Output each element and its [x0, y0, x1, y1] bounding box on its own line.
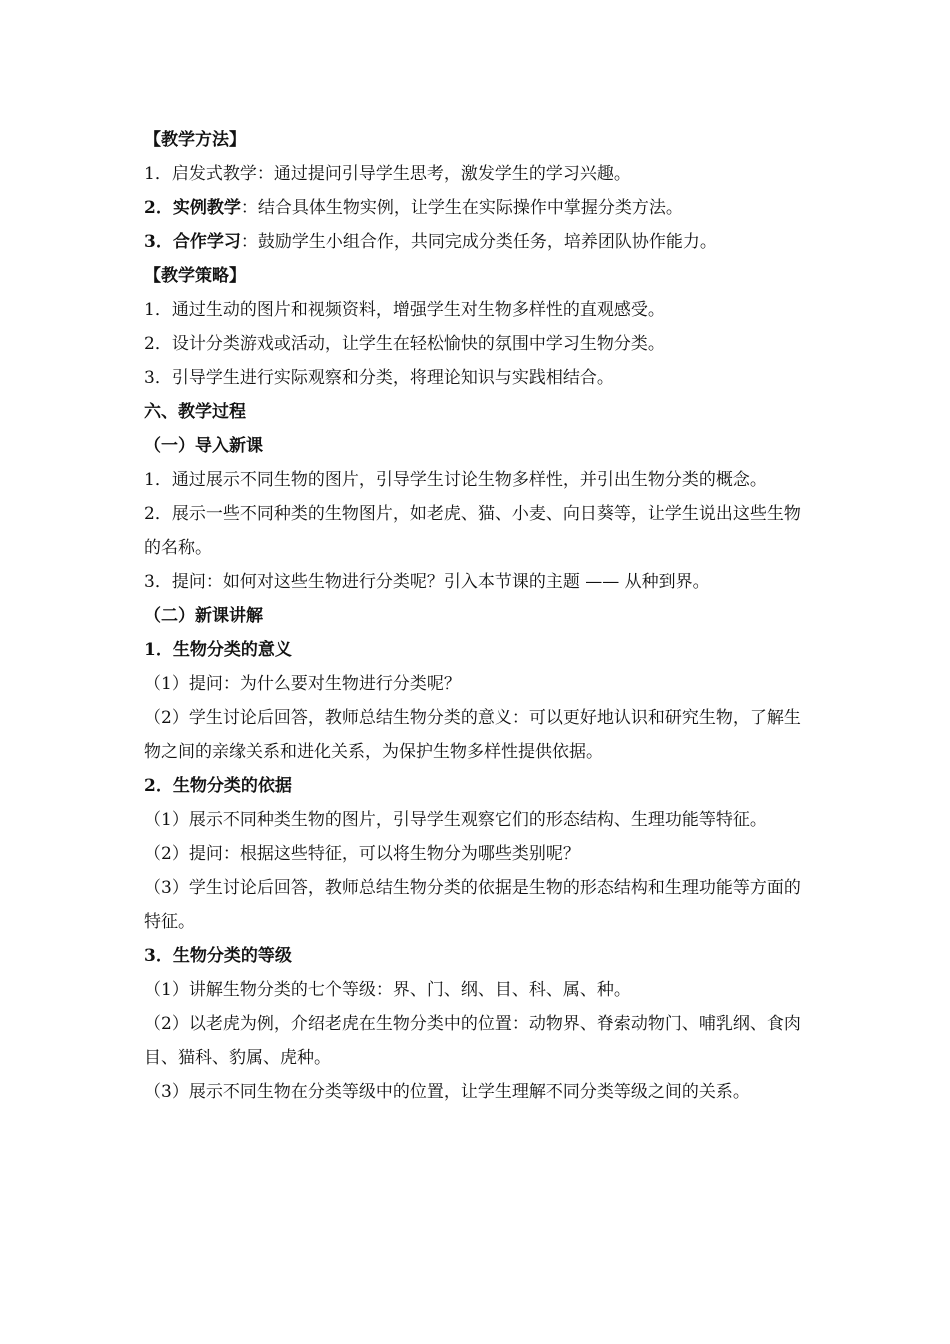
section-1-item-1: （1）提问：为什么要对生物进行分类呢？	[144, 674, 461, 694]
document-page	[144, 123, 824, 1109]
intro-item-1: 1．通过展示不同生物的图片，引导学生讨论生物多样性，并引出生物分类的概念。	[144, 470, 767, 490]
item-number: 2．	[144, 198, 173, 218]
section-2-item-1: （1）展示不同种类生物的图片，引导学生观察它们的形态结构、生理功能等特征。	[144, 810, 767, 830]
methods-item-3	[144, 225, 824, 259]
section-2-item-2: （2）提问：根据这些特征，可以将生物分为哪些类别呢？	[144, 844, 580, 864]
intro-heading: （一）导入新课	[144, 436, 263, 456]
section-2-title: 2．生物分类的依据	[144, 776, 292, 796]
strategies-heading: 【教学策略】	[144, 266, 246, 286]
item-text: ：结合具体生物实例，让学生在实际操作中掌握分类方法。	[240, 198, 683, 218]
intro-item-3: 3．提问：如何对这些生物进行分类呢？引入本节课的主题 —— 从种到界。	[144, 572, 710, 592]
intro-item-2: 2．展示一些不同种类的生物图片，如老虎、猫、小麦、向日葵等，让学生说出这些生物的名称。	[144, 504, 801, 558]
section-3-item-1: （1）讲解生物分类的七个等级：界、门、纲、目、科、属、种。	[144, 980, 631, 1000]
item-term: 合作学习	[172, 232, 241, 252]
section-3-title: 3．生物分类的等级	[144, 946, 292, 966]
strategies-item-2: 2．设计分类游戏或活动，让学生在轻松愉快的氛围中学习生物分类。	[144, 334, 665, 354]
lecture-heading: （二）新课讲解	[144, 606, 263, 626]
methods-heading: 【教学方法】	[144, 130, 246, 150]
strategies-item-3: 3．引导学生进行实际观察和分类，将理论知识与实践相结合。	[144, 368, 614, 388]
methods-item-2	[144, 191, 824, 225]
item-number: 3．	[144, 232, 173, 252]
process-heading: 六、教学过程	[144, 402, 246, 422]
section-2-item-3: （3）学生讨论后回答，教师总结生物分类的依据是生物的形态结构和生理功能等方面的特征。	[144, 878, 801, 932]
item-text: ：鼓励学生小组合作，共同完成分类任务，培养团队协作能力。	[240, 232, 717, 252]
section-3-item-2: （2）以老虎为例，介绍老虎在生物分类中的位置：动物界、脊索动物门、哺乳纲、食肉目、猫科、豹属、虎种。	[144, 1014, 801, 1068]
section-1-item-2: （2）学生讨论后回答，教师总结生物分类的意义：可以更好地认识和研究生物，了解生物之间的亲缘关系和进化关系，为保护生物多样性提供依据。	[144, 708, 801, 762]
section-3-item-3: （3）展示不同生物在分类等级中的位置，让学生理解不同分类等级之间的关系。	[144, 1082, 750, 1102]
strategies-item-1: 1．通过生动的图片和视频资料，增强学生对生物多样性的直观感受。	[144, 300, 665, 320]
item-term: 实例教学	[172, 198, 241, 218]
item-text: 启发式教学：通过提问引导学生思考，激发学生的学习兴趣。	[171, 164, 631, 184]
item-number: 1．	[144, 164, 172, 184]
methods-item-1	[144, 157, 824, 191]
section-1-title: 1．生物分类的意义	[144, 640, 292, 660]
